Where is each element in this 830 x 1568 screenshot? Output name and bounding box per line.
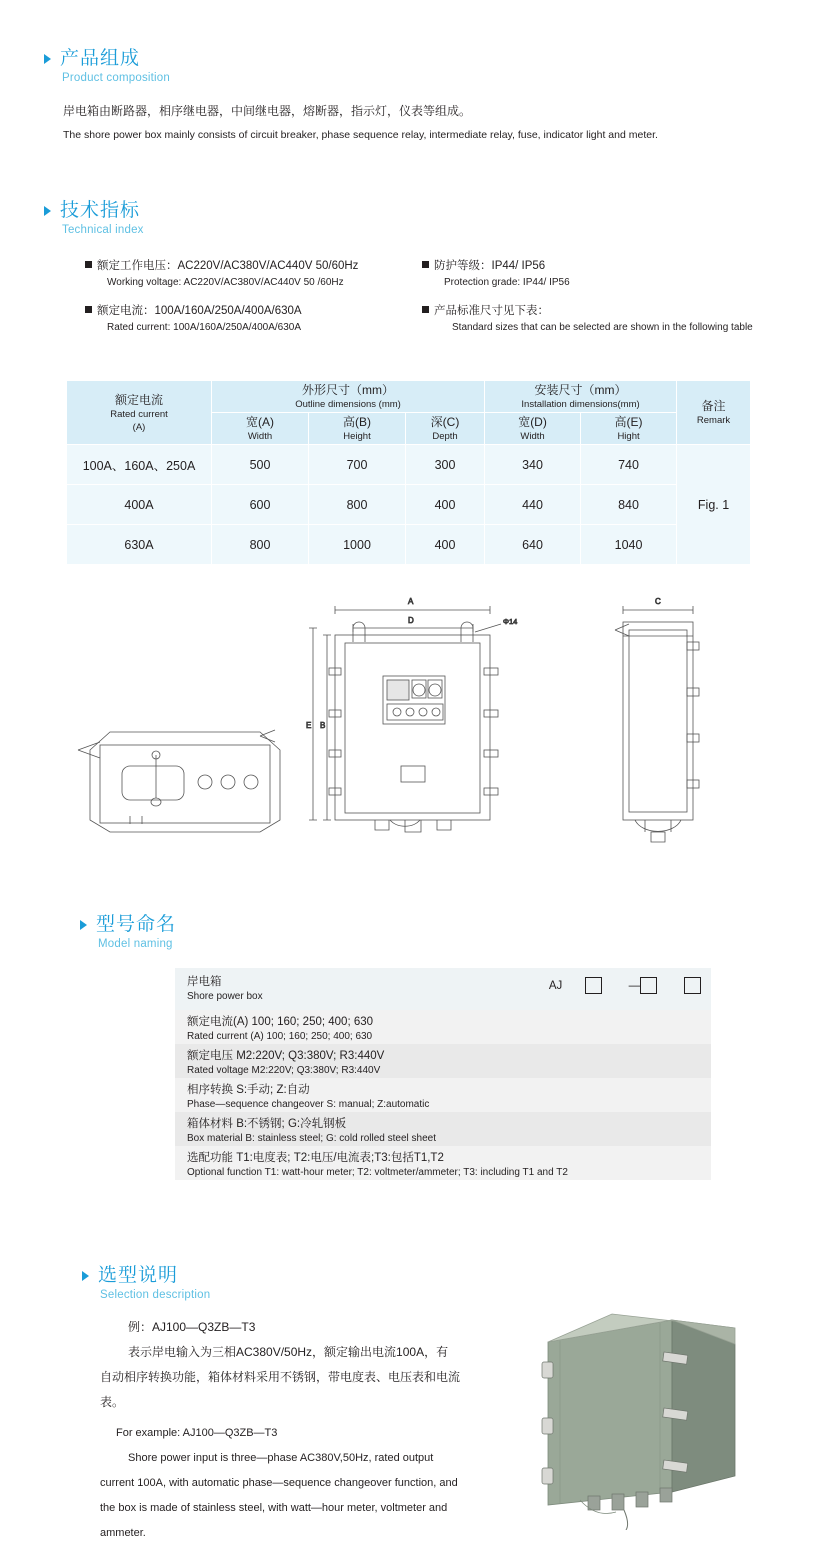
header-sub-height-b: 高(B) Height — [309, 413, 406, 445]
tech-item-cn: 产品标准尺寸见下表： — [434, 305, 549, 317]
code-box-2 — [640, 977, 657, 994]
tech-item-en: Protection grade: IP44/ IP56 — [444, 277, 570, 288]
section-title-cn: 选型说明 — [98, 1265, 179, 1286]
cell-height-e: 840 — [581, 485, 677, 525]
tech-item-rated-current — [85, 303, 425, 335]
selection-desc-en-line-1: Shore power input is three—phase AC380V,50Hz, rated output — [128, 1452, 434, 1464]
tech-item-working-voltage — [85, 258, 425, 290]
tech-item-protection-grade — [422, 258, 752, 290]
cell-rated-current: 400A — [67, 485, 212, 525]
selection-example-cn: 例：AJ100—Q3ZB—T3 — [128, 1320, 256, 1334]
cell-height-e: 740 — [581, 445, 677, 485]
technical-drawing-group — [60, 580, 770, 870]
product-composition-body-en: The shore power box mainly consists of circuit breaker, phase sequence relay, intermediate relay, fuse, indicator light and meter. — [63, 129, 658, 141]
cell-width-d: 640 — [485, 525, 581, 565]
triangle-bullet-icon — [44, 206, 51, 216]
section-title-en: Technical index — [62, 224, 144, 236]
section-title-cn: 型号命名 — [96, 914, 177, 935]
tech-item-cn: 防护等级：IP44/ IP56 — [434, 260, 546, 272]
square-bullet-icon — [422, 306, 429, 313]
spec-table — [66, 380, 751, 565]
code-box-1 — [585, 977, 602, 994]
tech-item-en: Rated current: 100A/160A/250A/400A/630A — [107, 322, 302, 333]
header-installation-dimensions: 安装尺寸（mm） Installation dimensions(mm) — [485, 381, 677, 413]
model-row-shore-power-box: 岸电箱 Shore power box AJ — — [175, 968, 711, 1010]
header-outline-dimensions: 外形尺寸（mm） Outline dimensions (mm) — [212, 381, 485, 413]
section-heading-technical-index — [44, 200, 444, 238]
model-row-rated-current: 额定电流(A) 100; 160; 250; 400; 630 Rated current (A) 100; 160; 250; 400; 630 — [175, 1010, 711, 1044]
header-remark: 备注 Remark — [677, 381, 751, 445]
selection-desc-cn-line-1: 表示岸电输入为三相AC380V/50Hz，额定输出电流100A，有 — [128, 1345, 449, 1359]
model-row-optional-function: 选配功能 T1:电度表; T2:电压/电流表;T3:包括T1,T2 Optional function T1: watt-hour meter; T2: voltmeter/ammeter; T3: including T1 and T2 — [175, 1146, 711, 1180]
dim-label-c: C — [655, 597, 661, 606]
selection-text-block — [100, 1315, 500, 1546]
tech-item-cn: 额定电流：100A/160A/250A/400A/630A — [97, 305, 302, 317]
tech-item-en: Standard sizes that can be selected are shown in the following table — [452, 322, 753, 333]
section-title-cn: 产品组成 — [60, 48, 141, 69]
model-row-phase-sequence: 相序转换 S:手动; Z:自动 Phase—sequence changeover S: manual; Z:automatic — [175, 1078, 711, 1112]
dim-label-a: A — [408, 597, 414, 606]
section-title-en: Model naming — [98, 938, 173, 950]
selection-desc-en-line-2: current 100A, with automatic phase—sequence changeover function, and — [100, 1477, 458, 1489]
dim-label-d: D — [408, 616, 414, 625]
product-photo-shore-power-box — [520, 1300, 780, 1530]
cell-rated-current: 100A、160A、250A — [67, 445, 212, 485]
tech-item-en: Working voltage: AC220V/AC380V/AC440V 50 /60Hz — [107, 277, 344, 288]
dim-label-e: E — [306, 721, 312, 730]
cell-depth-c: 400 — [406, 485, 485, 525]
table-row — [67, 485, 751, 525]
cell-rated-current: 630A — [67, 525, 212, 565]
selection-desc-en-line-3: the box is made of stainless steel, with watt—hour meter, voltmeter and — [100, 1502, 448, 1514]
code-box-3 — [684, 977, 701, 994]
cell-remark: Fig. 1 — [677, 445, 751, 565]
cell-height-b: 700 — [309, 445, 406, 485]
table-row — [67, 445, 751, 485]
section-heading-selection-description — [82, 1265, 482, 1303]
square-bullet-icon — [85, 261, 92, 268]
selection-example-en: For example: AJ100—Q3ZB—T3 — [116, 1427, 278, 1439]
tech-item-cn: 额定工作电压：AC220V/AC380V/AC440V 50/60Hz — [97, 260, 359, 272]
product-composition-body-cn: 岸电箱由断路器，相序继电器，中间继电器，熔断器，指示灯，仪表等组成。 — [63, 104, 472, 118]
table-row — [67, 525, 751, 565]
section-title-cn: 技术指标 — [60, 200, 141, 221]
cell-width-a: 800 — [212, 525, 309, 565]
selection-desc-cn-line-2: 自动相序转换功能，箱体材料采用不锈钢，带电度表、电压表和电流 — [100, 1370, 461, 1384]
header-sub-height-e: 高(E) Hight — [581, 413, 677, 445]
section-title-en: Product composition — [62, 72, 170, 84]
dim-label-b: B — [320, 721, 326, 730]
triangle-bullet-icon — [82, 1271, 89, 1281]
model-row-box-material: 箱体材料 B:不锈钢; G:冷轧钢板 Box material B: stainless steel; G: cold rolled steel sheet — [175, 1112, 711, 1146]
cell-height-b: 800 — [309, 485, 406, 525]
spec-table-wrapper — [66, 380, 750, 565]
cell-depth-c: 400 — [406, 525, 485, 565]
section-heading-product-composition — [44, 48, 444, 86]
model-row-rated-voltage: 额定电压 M2:220V; Q3:380V; R3:440V Rated voltage M2:220V; Q3:380V; R3:440V — [175, 1044, 711, 1078]
square-bullet-icon — [85, 306, 92, 313]
model-code-strip: AJ — — [549, 977, 701, 995]
table-header-row-1 — [67, 381, 751, 413]
cell-width-d: 340 — [485, 445, 581, 485]
dim-label-hole: Φ14 — [503, 617, 518, 626]
selection-desc-cn-line-3: 表。 — [100, 1395, 125, 1409]
section-title-en: Selection description — [100, 1289, 211, 1301]
header-rated-current: 额定电流 Rated current (A) — [67, 381, 212, 445]
model-naming-diagram — [175, 968, 711, 1180]
header-sub-width-d: 宽(D) Width — [485, 413, 581, 445]
cell-depth-c: 300 — [406, 445, 485, 485]
triangle-bullet-icon — [80, 920, 87, 930]
cell-width-a: 500 — [212, 445, 309, 485]
triangle-bullet-icon — [44, 54, 51, 64]
cell-height-e: 1040 — [581, 525, 677, 565]
section-heading-model-naming — [80, 914, 480, 952]
header-sub-width-a: 宽(A) Width — [212, 413, 309, 445]
tech-item-standard-sizes — [422, 303, 757, 335]
cell-width-d: 440 — [485, 485, 581, 525]
cell-width-a: 600 — [212, 485, 309, 525]
header-sub-depth-c: 深(C) Depth — [406, 413, 485, 445]
selection-desc-en-line-4: ammeter. — [100, 1527, 146, 1539]
cell-height-b: 1000 — [309, 525, 406, 565]
square-bullet-icon — [422, 261, 429, 268]
